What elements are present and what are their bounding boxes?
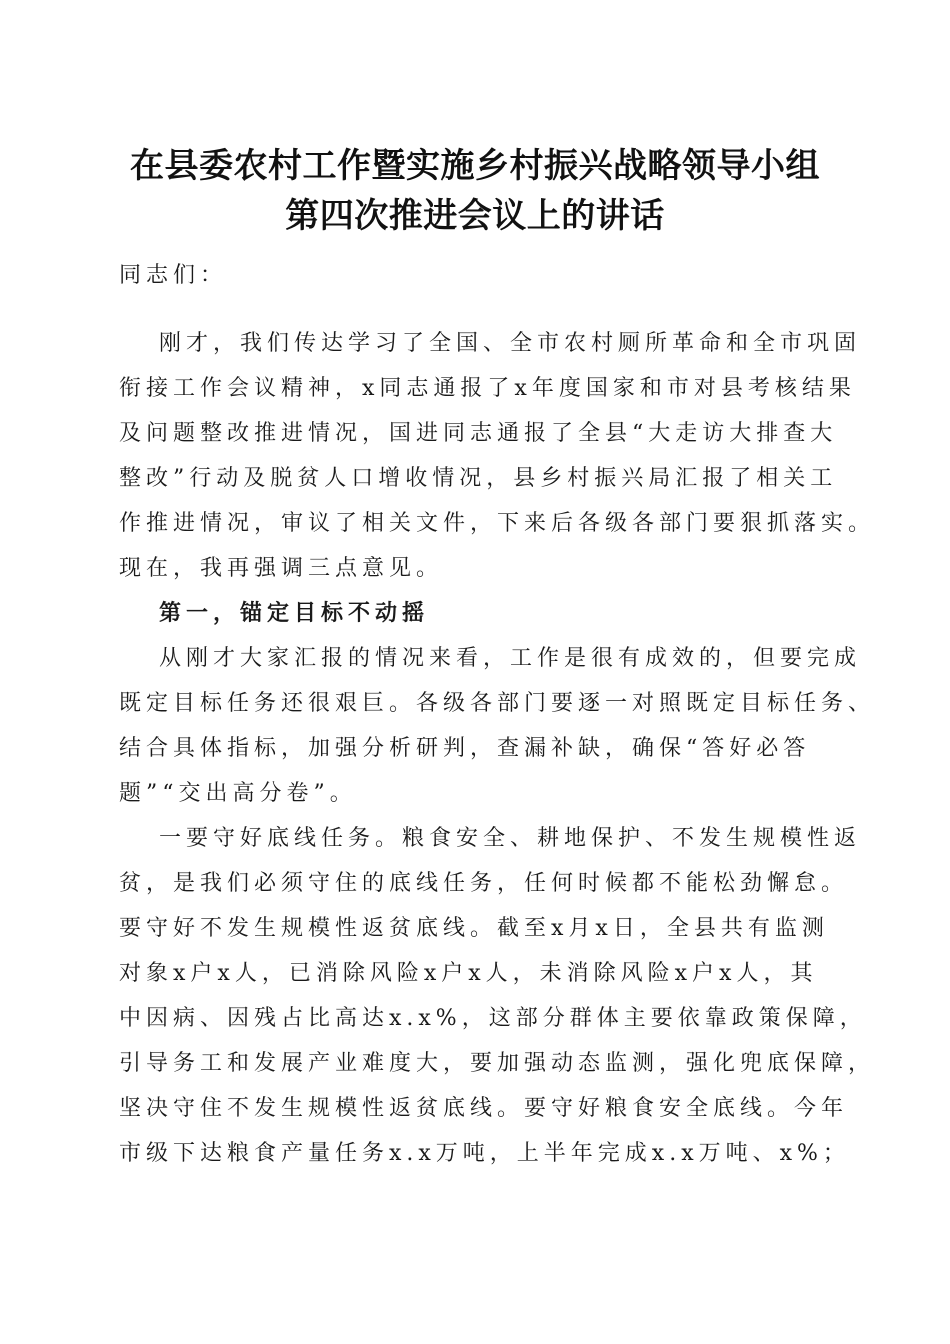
body-line: 既定目标任务还很艰巨。各级各部门要逐一对照既定目标任务、	[119, 691, 876, 716]
body-line: 要守好不发生规模性返贫底线。截至x月x日，全县共有监测	[119, 916, 829, 941]
body-line: 对象x户x人，已消除风险x户x人，未消除风险x户x人，其	[119, 961, 818, 986]
body-line: 结合具体指标，加强分析研判，查漏补缺，确保“答好必答	[119, 736, 811, 761]
body-line: 作推进情况，审议了相关文件，下来后各级各部门要狠抓落实。	[119, 511, 876, 536]
document-title-line-1: 在县委农村工作暨实施乡村振兴战略领导小组	[130, 146, 820, 186]
body-line: 及问题整改推进情况，国进同志通报了全县“大走访大排查大	[119, 421, 838, 446]
body-line: 刚才，我们传达学习了全国、全市农村厕所革命和全市巩固	[159, 331, 862, 356]
body-line: 坚决守住不发生规模性返贫底线。要守好粮食安全底线。今年	[119, 1096, 849, 1121]
body-line: 贫，是我们必须守住的底线任务，任何时候都不能松劲懈怠。	[119, 871, 849, 896]
body-line: 中因病、因残占比高达x.x%，这部分群体主要依靠政策保障，	[119, 1006, 867, 1031]
document-title-line-2: 第四次推进会议上的讲话	[285, 196, 665, 236]
body-line: 整改”行动及脱贫人口增收情况，县乡村振兴局汇报了相关工	[119, 466, 838, 491]
greeting: 同志们：	[119, 263, 228, 288]
body-line: 衔接工作会议精神，x同志通报了x年度国家和市对县考核结果	[119, 376, 856, 401]
body-line: 从刚才大家汇报的情况来看，工作是很有成效的，但要完成	[159, 646, 862, 671]
body-line: 题”“交出高分卷”。	[119, 781, 357, 806]
body-line: 一要守好底线任务。粮食安全、耕地保护、不发生规模性返	[159, 826, 862, 851]
body-line: 引导务工和发展产业难度大，要加强动态监测，强化兜底保障，	[119, 1051, 876, 1076]
section-heading: 第一，锚定目标不动摇	[159, 600, 430, 626]
body-line: 现在，我再强调三点意见。	[119, 556, 444, 581]
body-line: 市级下达粮食产量任务x.x万吨，上半年完成x.x万吨、x%；	[119, 1141, 850, 1166]
